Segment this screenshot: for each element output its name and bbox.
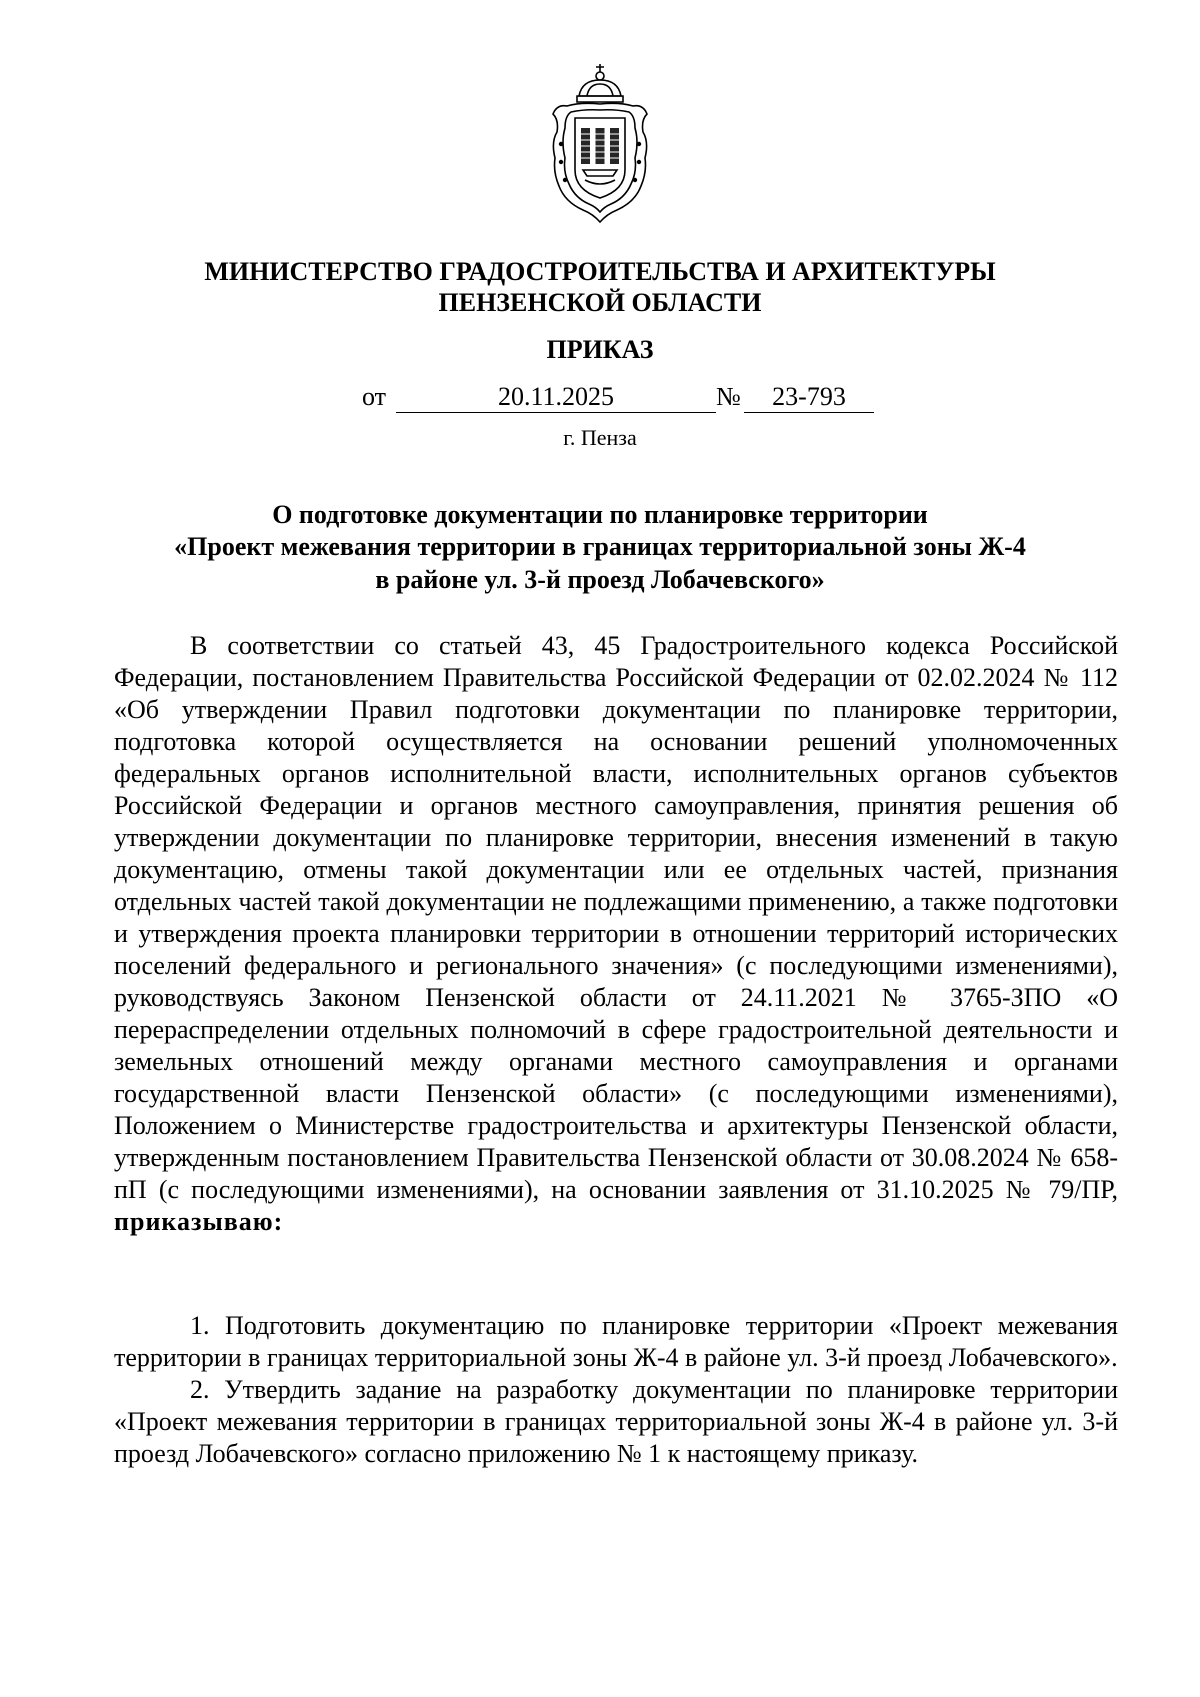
city-name: г. Пенза <box>563 425 637 450</box>
preamble-paragraph <box>114 630 1118 1238</box>
document-type: ПРИКАЗ <box>546 335 654 364</box>
order-item-2: 2. Утвердить задание на разработку документации по планировке территории «Проект межевания территории в границах территориальной зоны Ж-4 в районе ул. 3-й проезд Лобачевского» согласно приложению № 1 к настоящему приказу. <box>114 1375 1118 1468</box>
organization-name-line1: МИНИСТЕРСТВО ГРАДОСТРОИТЕЛЬСТВА И АРХИТЕКТУРЫ <box>204 257 996 286</box>
document-number: 23-793 <box>744 382 874 413</box>
preamble-text: В соответствии со статьей 43, 45 Градостроительного кодекса Российской Федерации, постановлением Правительства Российской Федерации от 02.02.2024 № 112 «Об утверждении Правил подготовки документации по планировке территории, подготовка которой осуществляется на основании решений уполномоченных федеральных органов исполнительной власти, исполнительных органов субъектов Российской Федерации и органов местного самоуправления, принятия решения об утверждении документации по планировке территории, внесения изменений в такую документацию, отмены такой документации или ее отдельных частей, признания отдельных частей такой документации не подлежащими применению, а также подготовки и утверждения проекта планировки территории в отношении территорий исторических поселений федерального и регионального значения» (с последующими изменениями), руководствуясь Законом Пензенской области от 24.11.2021 № 3765-ЗПО «О перераспределении отдельных полномочий в сфере градостроительной деятельности и земельных отношений между органами местного самоуправления и органами государственной власти Пензенской области» (с последующими изменениями), Положением о Министерстве градостроительства и архитектуры Пензенской области, утвержденным постановлением Правительства Пензенской области от 30.08.2024 № 658-пП (с последующими изменениями), на основании заявления от 31.10.2025 № 79/ПР, <box>114 631 1118 1204</box>
document-title-line1: О подготовке документации по планировке территории <box>272 500 928 529</box>
order-word: приказываю: <box>114 1207 284 1236</box>
order-items <box>114 1310 1118 1470</box>
organization-name-line2: ПЕНЗЕНСКОЙ ОБЛАСТИ <box>438 288 762 317</box>
document-title-line2: «Проект межевания территории в границах территориальной зоны Ж-4 <box>174 532 1026 561</box>
order-item-1: 1. Подготовить документацию по планировке территории «Проект межевания территории в границах территориальной зоны Ж-4 в районе ул. 3-й проезд Лобачевского». <box>114 1311 1118 1372</box>
coat-of-arms-icon <box>549 62 651 228</box>
number-prefix: № <box>716 382 741 411</box>
date-prefix: от <box>362 382 387 411</box>
document-title-line3: в районе ул. 3-й проезд Лобачевского» <box>375 565 825 594</box>
document-date: 20.11.2025 <box>396 382 716 413</box>
